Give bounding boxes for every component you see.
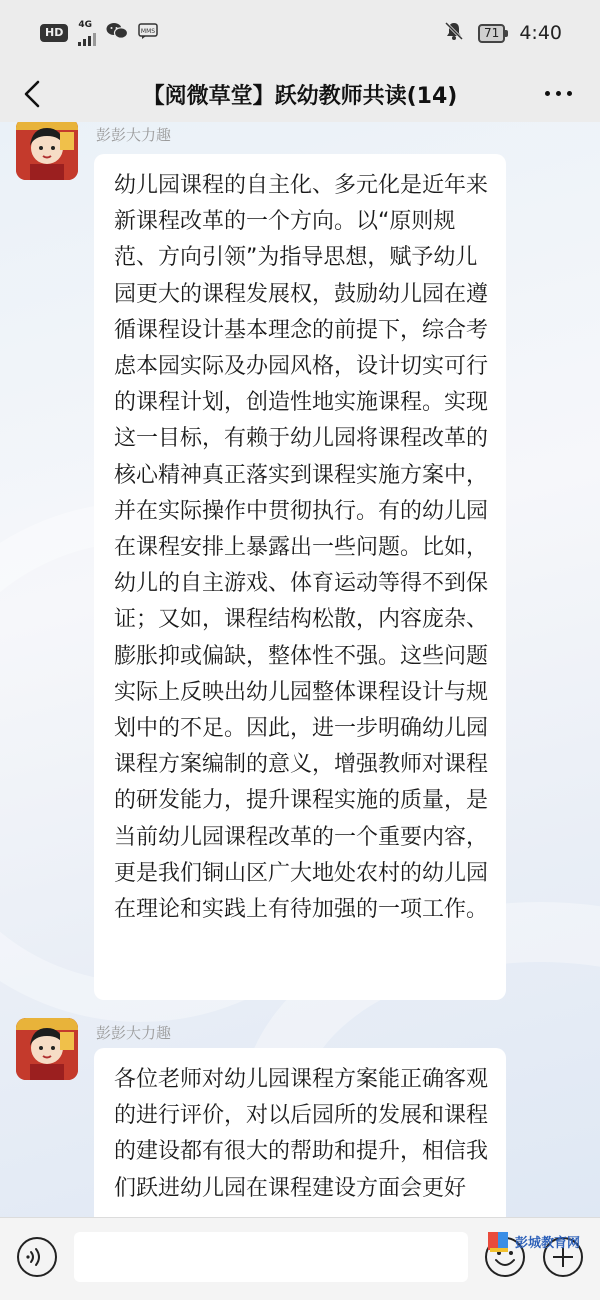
chat-area[interactable]	[0, 122, 600, 1217]
hd-badge: HD	[40, 24, 68, 42]
message-input[interactable]	[74, 1232, 468, 1282]
avatar[interactable]	[16, 1018, 78, 1080]
back-arrow-icon[interactable]	[18, 76, 50, 112]
sms-icon	[138, 23, 158, 43]
wechat-icon	[106, 22, 128, 44]
avatar[interactable]	[16, 122, 78, 180]
network-indicator	[78, 21, 96, 46]
clock: 4:40	[519, 22, 562, 44]
signal-bars-icon	[78, 30, 96, 46]
svg-text:MMS: MMS	[141, 28, 156, 35]
message-bubble[interactable]: 幼儿园课程的自主化、多元化是近年来新课程改革的一个方向。以“原则规范、方向引领”为指导思想，赋予幼儿园更大的课程发展权，鼓励幼儿园在遵循课程设计基本理念的前提下，综合考虑本园实际及办园风格，设计切实可行的课程计划，创造性地实施课程。实现这一目标，有赖于幼儿园将课程改革的核心精神真正落实到课程实施方案中，并在实际操作中贯彻执行。有的幼儿园在课程安排上暴露出一些问题。比如，幼儿的自主游戏、体育运动等得不到保证；又如，课程结构松散，内容庞杂、膨胀抑或偏缺，整体性不强。这些问题实际上反映出幼儿园整体课程设计与规划中的不足。因此，进一步明确幼儿园课程方案编制的意义，增强教师对课程的研发能力，提升课程实施的质量，是当前幼儿园课程改革的一个重要内容，更是我们铜山区广大地处农村的幼儿园在理论和实践上有待加强的一项工作。	[94, 154, 506, 1000]
battery-indicator: 71	[478, 24, 505, 43]
message-bubble[interactable]: 各位老师对幼儿园课程方案能正确客观的进行评价，对以后园所的发展和课程的建设都有很大的帮助和提升，相信我们跃进幼儿园在课程建设方面会更好	[94, 1048, 506, 1217]
mute-bell-icon	[444, 21, 464, 45]
more-dots-icon[interactable]	[545, 91, 572, 96]
voice-icon[interactable]	[16, 1236, 58, 1278]
sender-name: 彭彭大力趣	[96, 126, 172, 144]
chat-header	[0, 66, 600, 122]
watermark-text: 彭城教育网	[515, 1235, 581, 1251]
chat-title: 【阅微草堂】跃幼教师共读(14)	[142, 83, 458, 109]
site-watermark	[486, 1226, 590, 1256]
sender-name: 彭彭大力趣	[96, 1024, 172, 1042]
network-type: 4G	[78, 19, 92, 30]
status-bar	[0, 0, 600, 66]
watermark-logo-icon	[486, 1228, 512, 1254]
